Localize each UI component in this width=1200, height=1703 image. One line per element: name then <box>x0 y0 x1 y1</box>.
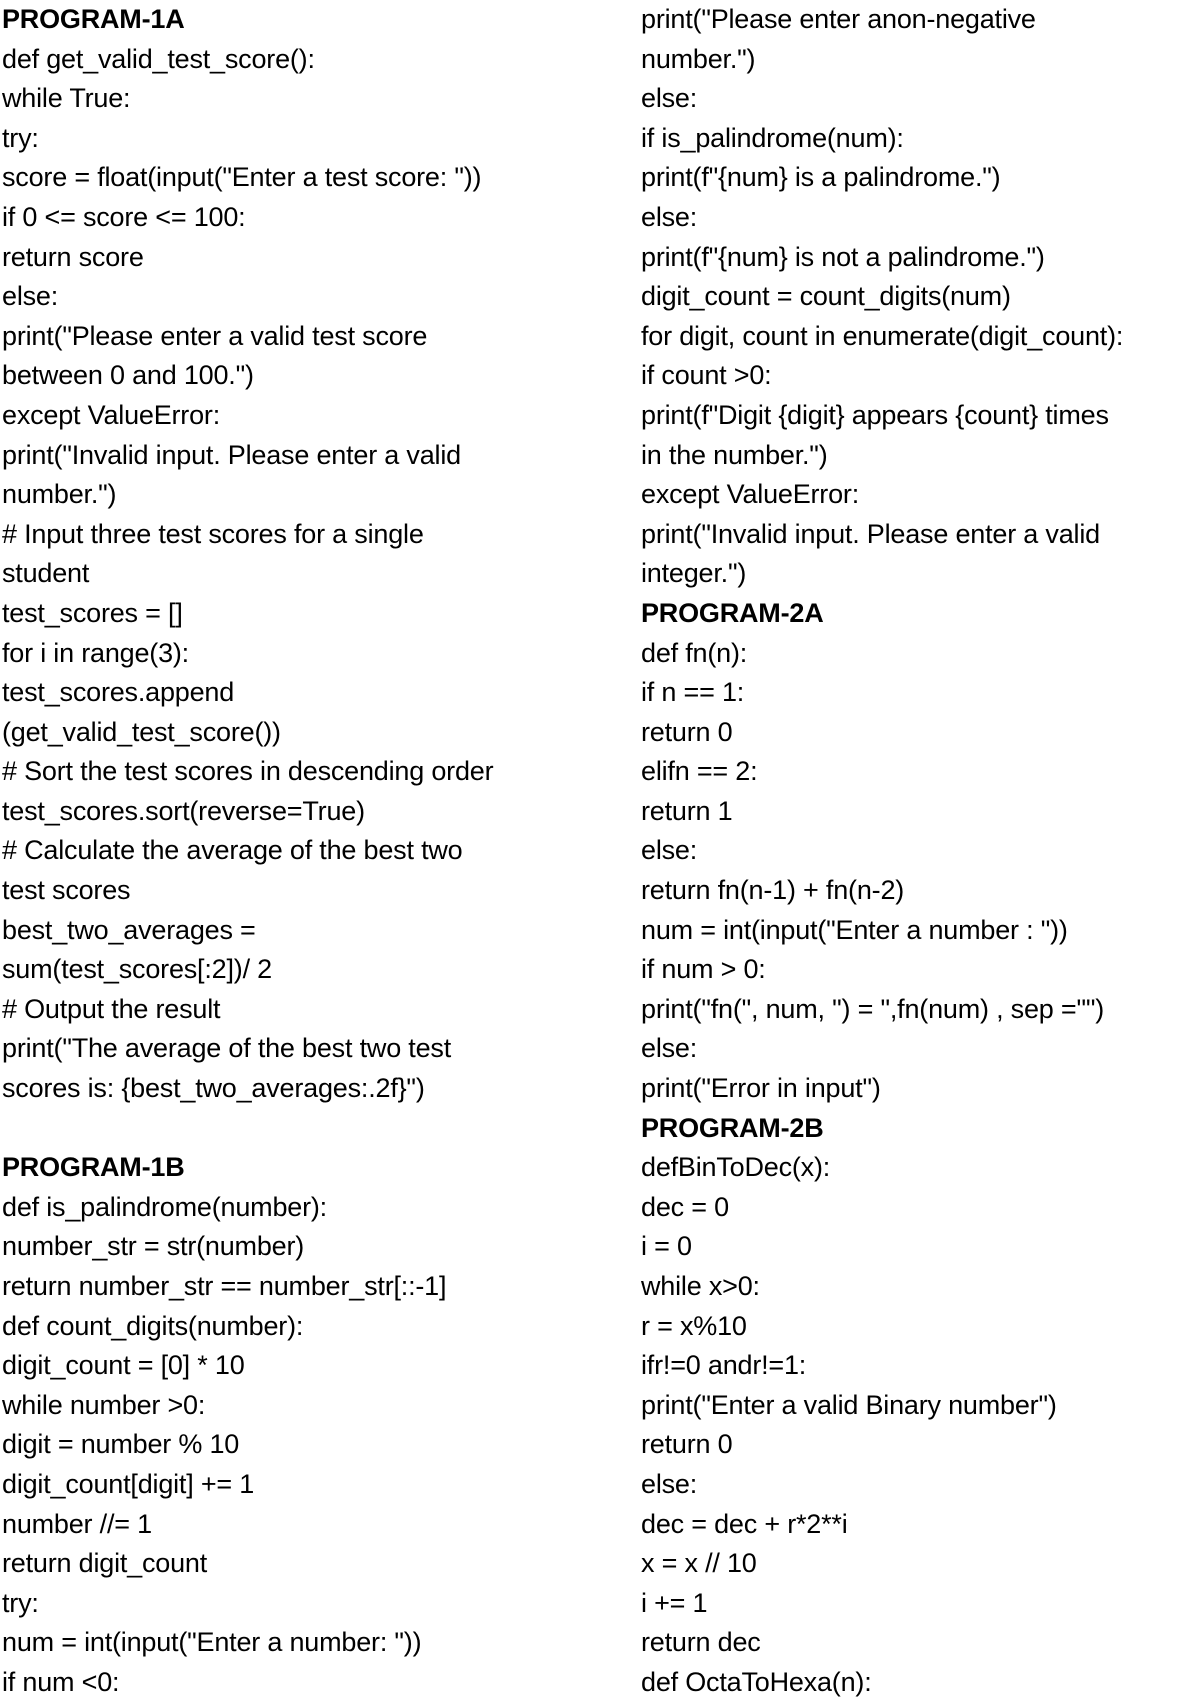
code-line: number.") <box>2 479 117 510</box>
code-line: x = x // 10 <box>641 1548 757 1579</box>
code-line: dec = 0 <box>641 1191 729 1222</box>
code-line: number.") <box>641 43 756 74</box>
program-heading: PROGRAM-1B <box>2 1152 185 1183</box>
code-line: test_scores = [] <box>2 597 183 628</box>
code-line: print("Error in input") <box>641 1073 881 1104</box>
code-line: return number_str == number_str[::-1] <box>2 1271 447 1301</box>
code-line: return 0 <box>641 1429 733 1460</box>
code-line: print("Enter a valid Binary number") <box>641 1389 1057 1420</box>
code-line: if num > 0: <box>641 954 766 985</box>
code-line: else: <box>641 83 698 114</box>
code-line: while x>0: <box>641 1271 760 1301</box>
code-line: except ValueError: <box>2 399 221 430</box>
code-line: if is_palindrome(num): <box>641 122 904 153</box>
code-line: print("Please enter a valid test score <box>2 320 428 351</box>
code-line: number //= 1 <box>2 1508 152 1539</box>
code-line: if 0 <= score <= 100: <box>2 201 246 232</box>
code-line: num = int(input("Enter a number: ")) <box>2 1627 422 1658</box>
code-line: in the number.") <box>641 439 828 470</box>
code-line: student <box>2 558 90 589</box>
code-line: print("Invalid input. Please enter a valid <box>2 439 461 470</box>
code-line: digit_count[digit] += 1 <box>2 1468 255 1499</box>
code-line: num = int(input("Enter a number : ")) <box>641 914 1068 945</box>
code-line: return 0 <box>641 716 733 747</box>
code-line: while True: <box>2 83 131 114</box>
code-line: print(f"{num} is a palindrome.") <box>641 162 1001 193</box>
code-line: else: <box>641 1468 698 1499</box>
code-line: else: <box>641 1033 698 1064</box>
code-line: print("The average of the best two test <box>2 1033 452 1064</box>
code-line: digit = number % 10 <box>2 1429 240 1460</box>
code-line: number_str = str(number) <box>2 1231 305 1262</box>
code-line: test_scores.append <box>2 677 235 708</box>
code-line: print(f"Digit {digit} appears {count} times <box>641 399 1109 430</box>
code-line: print("fn(", num, ") = ",fn(num) , sep ="") <box>641 993 1105 1024</box>
code-line: (get_valid_test_score()) <box>2 716 281 747</box>
code-line: return fn(n-1) + fn(n-2) <box>641 875 905 906</box>
code-line: # Input three test scores for a single <box>2 518 424 549</box>
blank-line <box>2 1109 622 1149</box>
code-line: sum(test_scores[:2])/ 2 <box>2 954 272 985</box>
code-line: score = float(input("Enter a test score: ")) <box>2 162 482 193</box>
code-line: for digit, count in enumerate(digit_count): <box>641 320 1124 351</box>
code-line: else: <box>641 201 698 232</box>
code-line: print(f"{num} is not a palindrome.") <box>641 241 1045 272</box>
code-line: return dec <box>641 1627 761 1658</box>
code-line: ifr!=0 andr!=1: <box>641 1350 807 1381</box>
code-line: if num <0: <box>2 1666 120 1697</box>
code-line: def count_digits(number): <box>2 1310 304 1341</box>
program-heading: PROGRAM-2A <box>641 597 824 628</box>
code-line: def OctaToHexa(n): <box>641 1666 872 1697</box>
code-line: print("Invalid input. Please enter a valid <box>641 518 1100 549</box>
code-line: between 0 and 100.") <box>2 360 254 391</box>
code-line: if count >0: <box>641 360 772 391</box>
code-line: # Output the result <box>2 993 221 1024</box>
code-line: return 1 <box>641 795 733 826</box>
code-line: def get_valid_test_score(): <box>2 43 315 74</box>
code-line: try: <box>2 1587 39 1618</box>
code-line: best_two_averages = <box>2 914 256 945</box>
program-heading: PROGRAM-1A <box>2 4 185 34</box>
code-line: except ValueError: <box>641 479 860 510</box>
code-line: else: <box>641 835 698 866</box>
code-line: return score <box>2 241 144 272</box>
code-line: i = 0 <box>641 1231 692 1262</box>
code-line: integer.") <box>641 558 747 589</box>
code-line: test_scores.sort(reverse=True) <box>2 795 365 826</box>
code-line: r = x%10 <box>641 1310 747 1341</box>
code-line: for i in range(3): <box>2 637 189 668</box>
code-line: elifn == 2: <box>641 756 758 787</box>
code-line: i += 1 <box>641 1587 708 1618</box>
code-line: else: <box>2 281 59 312</box>
right-column <box>641 0 1197 1703</box>
left-column <box>2 0 622 1703</box>
code-line: digit_count = [0] * 10 <box>2 1350 245 1381</box>
code-line: test scores <box>2 875 131 906</box>
code-line: def fn(n): <box>641 637 748 668</box>
program-heading: PROGRAM-2B <box>641 1112 824 1143</box>
code-line: digit_count = count_digits(num) <box>641 281 1011 312</box>
code-line: # Calculate the average of the best two <box>2 835 463 866</box>
code-line: defBinToDec(x): <box>641 1152 831 1183</box>
code-line: scores is: {best_two_averages:.2f}") <box>2 1073 425 1104</box>
code-line: while number >0: <box>2 1389 206 1420</box>
code-line: def is_palindrome(number): <box>2 1191 327 1222</box>
code-line: try: <box>2 122 39 153</box>
code-line: # Sort the test scores in descending order <box>2 756 494 787</box>
code-line: print("Please enter anon-negative <box>641 4 1036 34</box>
code-line: if n == 1: <box>641 677 745 708</box>
code-line: dec = dec + r*2**i <box>641 1508 848 1539</box>
code-line: return digit_count <box>2 1548 208 1579</box>
